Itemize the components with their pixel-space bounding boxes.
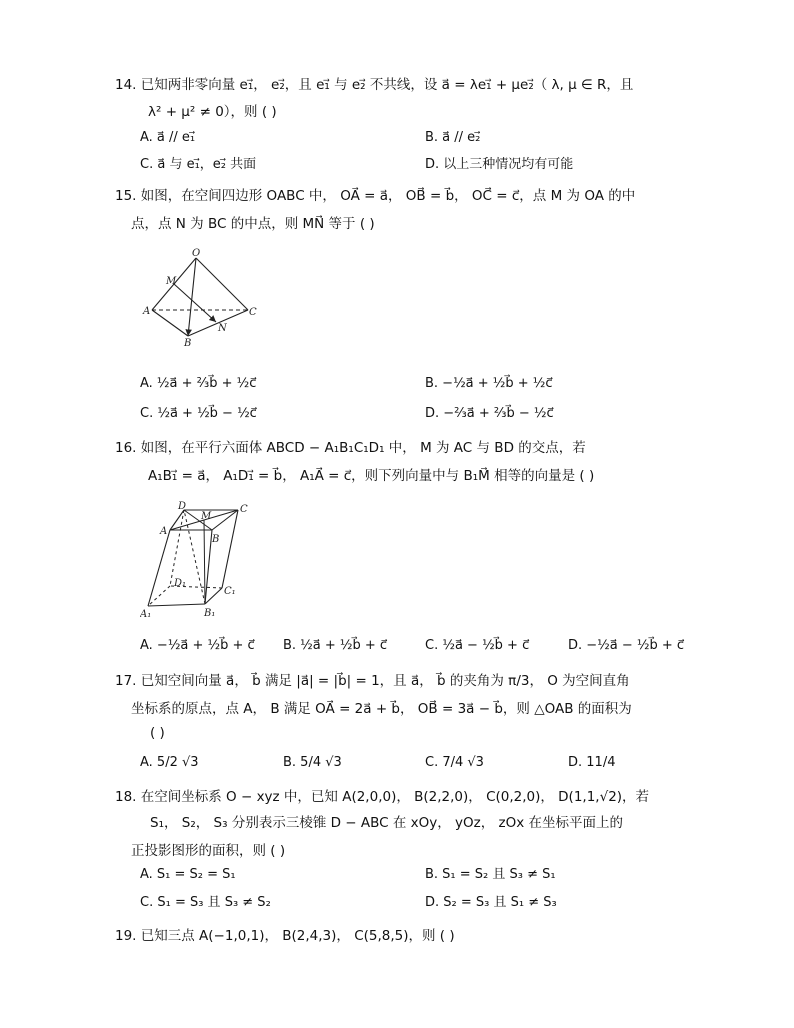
- q18-stem-line3: 正投影图形的面积，则 ( ): [131, 843, 286, 859]
- q18-option-c: C. S₁ = S₃ 且 S₃ ≠ S₂: [140, 895, 271, 910]
- q17-option-a: A. 5/2 √3: [140, 755, 199, 770]
- q16-parallelepiped-figure: [140, 500, 260, 622]
- q14-stem-line2: λ² + μ² ≠ 0），则 ( ): [148, 104, 277, 120]
- q16-option-d: D. −½a⃗ − ½b⃗ + c⃗: [568, 638, 685, 653]
- q14-stem-line1: 14. 已知两非零向量 e₁⃗， e₂⃗，且 e₁⃗ 与 e₂⃗ 不共线，设 a⃗ = λe₁⃗ + μe₂⃗（ λ, μ ∈ R，且: [115, 77, 634, 93]
- q15-option-b: B. −½a⃗ + ½b⃗ + ½c⃗: [425, 376, 553, 391]
- q16-option-b: B. ½a⃗ + ½b⃗ + c⃗: [283, 638, 388, 653]
- q15-tetrahedron-figure: [140, 248, 270, 348]
- q15-stem-line1: 15. 如图，在空间四边形 OABC 中， OA⃗ = a⃗， OB⃗ = b⃗， OC⃗ = c⃗，点 M 为 OA 的中: [115, 188, 636, 204]
- q16-label-c1: C₁: [224, 586, 236, 597]
- q16-label-d: D: [178, 501, 187, 512]
- q16-stem-line2: A₁B₁⃗ = a⃗， A₁D₁⃗ = b⃗， A₁A⃗ = c⃗，则下列向量中与 B₁M⃗ 相等的向量是 ( ): [148, 468, 595, 484]
- q16-option-c: C. ½a⃗ − ½b⃗ + c⃗: [425, 638, 530, 653]
- q15-stem-line2: 点，点 N 为 BC 的中点，则 MN⃗ 等于 ( ): [131, 216, 375, 232]
- q14-option-b: B. a⃗ // e₂⃗: [425, 130, 481, 145]
- q15-label-n: N: [218, 323, 227, 334]
- q16-option-a: A. −½a⃗ + ½b⃗ + c⃗: [140, 638, 255, 653]
- q16-label-b: B: [212, 534, 220, 545]
- q14-option-c: C. a⃗ 与 e₁⃗，e₂⃗ 共面: [140, 157, 257, 172]
- q17-option-c: C. 7/4 √3: [425, 755, 484, 770]
- q15-label-c: C: [249, 307, 257, 318]
- q16-label-a: A: [160, 526, 168, 537]
- q15-label-a: A: [143, 306, 151, 317]
- q17-stem-line2: 坐标系的原点，点 A， B 满足 OA⃗ = 2a⃗ + b⃗， OB⃗ = 3a⃗ − b⃗，则 △OAB 的面积为: [131, 701, 632, 717]
- q18-stem-line1: 18. 在空间坐标系 O − xyz 中，已知 A(2,0,0)， B(2,2,0)， C(0,2,0)， D(1,1,√2)，若: [115, 789, 650, 805]
- q17-stem-line1: 17. 已知空间向量 a⃗， b⃗ 满足 |a⃗| = |b⃗| = 1，且 a⃗， b⃗ 的夹角为 π/3， O 为空间直角: [115, 673, 630, 689]
- q16-label-m: M: [201, 511, 212, 522]
- q18-option-b: B. S₁ = S₂ 且 S₃ ≠ S₁: [425, 867, 556, 882]
- q18-option-a: A. S₁ = S₂ = S₁: [140, 867, 236, 882]
- q14-option-a: A. a⃗ // e₁⃗: [140, 130, 196, 145]
- q18-stem-line2: S₁， S₂， S₃ 分别表示三棱锥 D − ABC 在 xOy， yOz， zOx 在坐标平面上的: [150, 815, 624, 831]
- q17-stem-line3: ( ): [150, 725, 165, 741]
- q19-stem-line1: 19. 已知三点 A(−1,0,1)， B(2,4,3)， C(5,8,5)，则 ( ): [115, 928, 455, 944]
- q16-label-d1: D₁: [174, 578, 187, 589]
- q16-stem-line1: 16. 如图，在平行六面体 ABCD − A₁B₁C₁D₁ 中， M 为 AC 与 BD 的交点，若: [115, 440, 586, 456]
- q16-label-b1: B₁: [204, 608, 216, 619]
- q18-option-d: D. S₂ = S₃ 且 S₁ ≠ S₃: [425, 895, 557, 910]
- q16-label-a1: A₁: [140, 609, 152, 620]
- q15-option-d: D. −⅔a⃗ + ⅔b⃗ − ½c⃗: [425, 406, 554, 421]
- q15-label-o: O: [192, 248, 201, 259]
- q17-option-d: D. 11/4: [568, 755, 616, 770]
- q15-label-m: M: [166, 276, 177, 287]
- q17-option-b: B. 5/4 √3: [283, 755, 342, 770]
- q14-option-d: D. 以上三种情况均有可能: [425, 157, 574, 172]
- q15-label-b: B: [184, 338, 192, 348]
- q15-option-c: C. ½a⃗ + ½b⃗ − ½c⃗: [140, 406, 257, 421]
- q16-label-c: C: [240, 504, 248, 515]
- q15-option-a: A. ½a⃗ + ⅔b⃗ + ½c⃗: [140, 376, 257, 391]
